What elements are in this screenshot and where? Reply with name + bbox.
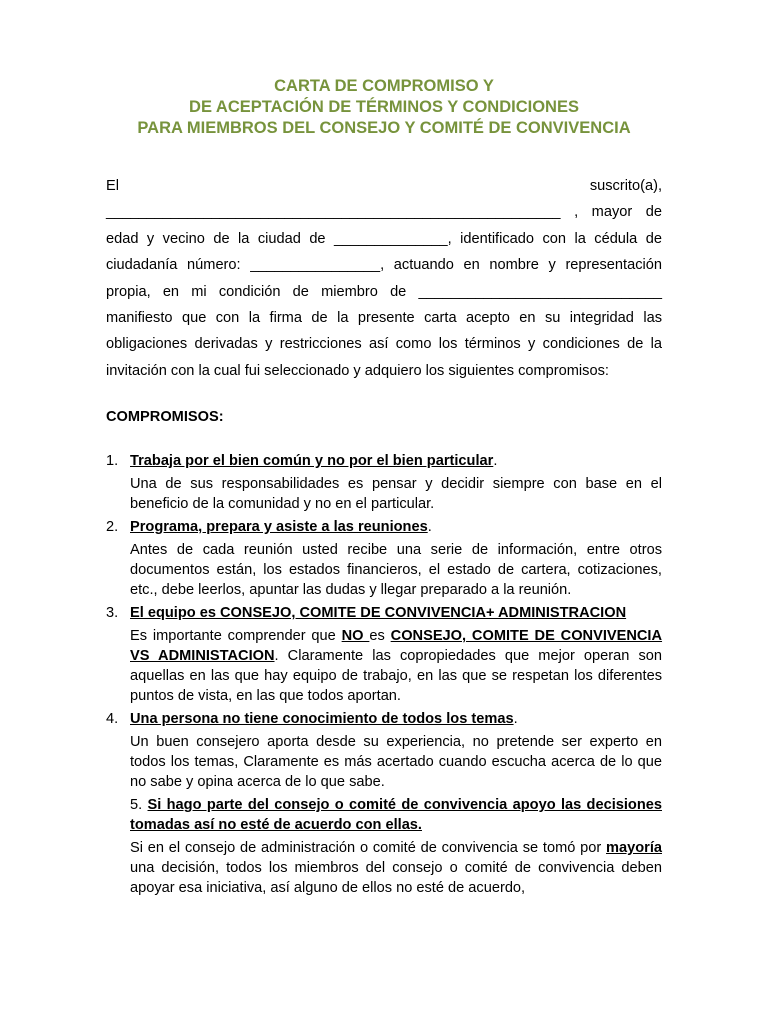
item-title: El equipo es CONSEJO, COMITE DE CONVIVENCIA+ ADMINISTRACION	[130, 605, 627, 621]
item-period: .	[513, 711, 518, 727]
item-body-es: es	[369, 628, 391, 644]
list-item	[106, 709, 662, 792]
intro-first-line	[106, 173, 662, 199]
item-title: Si hago parte del consejo o comité de convivencia apoyo las decisiones tomadas así no esté de acuerdo con ellas.	[130, 797, 662, 833]
compromisos-list	[106, 451, 662, 898]
item-body-rest: una decisión, todos los miembros del consejo o comité de convivencia deben apoyar esa iniciativa, así alguno de ellos no esté de acuerdo,	[130, 860, 662, 896]
name-blank: ________________________________________________________	[106, 204, 561, 221]
intro-word-suscrito: suscrito(a),	[589, 178, 662, 194]
intro-paragraph	[106, 173, 662, 384]
compromisos-heading: COMPROMISOS:	[106, 409, 224, 425]
intro-text-city: edad y vecino de la ciudad de	[106, 230, 335, 247]
title-line-1: CARTA DE COMPROMISO Y	[274, 77, 494, 95]
member-of-blank: ______________________________	[418, 283, 662, 300]
title-line-2: DE ACEPTACIÓN DE TÉRMINOS Y CONDICIONES	[189, 98, 579, 116]
intro-text-member: , actuando en nombre y representación propia, en mi condición de miembro de	[106, 257, 662, 300]
item-number: 1.	[106, 453, 119, 469]
item-body-no: NO	[341, 628, 370, 644]
item-period: .	[493, 453, 498, 469]
list-item	[106, 603, 662, 706]
intro-text	[106, 199, 662, 384]
list-item	[106, 451, 662, 514]
city-blank: ______________	[334, 230, 448, 247]
intro-mayor: , mayor de	[560, 204, 662, 221]
item-period: .	[427, 519, 432, 535]
item-number: 3.	[106, 605, 119, 621]
item-body-text: Es importante comprender que	[130, 628, 342, 644]
id-number-blank: ________________	[250, 257, 381, 274]
list-item	[106, 517, 662, 600]
item-body: Antes de cada reunión usted recibe una serie de información, entre otros documentos están, los estados financieros, el estado de cartera, cotizaciones, etc., debe leerlos, apuntar las dudas y llegar preparado a la reunión.	[130, 542, 662, 598]
item-body-text: Si en el consejo de administración o comité de convivencia se tomó por	[130, 840, 607, 856]
intro-text-id: , identificado con la cédula de ciudadanía número:	[106, 230, 662, 274]
document-title	[0, 76, 768, 139]
item-body	[106, 626, 662, 706]
item-body: Una de sus responsabilidades es pensar y decidir siempre con base en el beneficio de la comunidad y no en el particular.	[130, 476, 662, 512]
item-number: 5.	[130, 797, 143, 813]
item-title: Trabaja por el bien común y no por el bien particular	[130, 453, 494, 469]
item-title: Programa, prepara y asiste a las reuniones	[130, 519, 428, 535]
item-body: Un buen consejero aporta desde su experiencia, no pretende ser experto en todos los temas, Claramente es más acertado cuando escucha acerca de lo que no sabe y opina acerca de lo que sabe.	[130, 734, 662, 790]
item-body-rest: . Claramente las copropiedades que mejor operan son aquellas en las que hay equipo de trabajo, en las que se respetan los diferentes puntos de vista, en las que todos aportan.	[130, 648, 662, 704]
item-body	[106, 838, 662, 898]
intro-word-el: El	[106, 178, 119, 194]
intro-text-manifest: manifiesto que con la firma de la presente carta acepto en su integridad las obligaciones derivadas y restricciones así como los términos y condiciones de la invitación con la cual fui seleccionado y adquiero los siguientes compromisos:	[106, 310, 662, 379]
item-body-emphasis: CONSEJO, COMITE DE CONVIVENCIA VS ADMINISTACION	[130, 628, 663, 664]
item-title: Una persona no tiene conocimiento de todos los temas	[130, 711, 514, 727]
title-line-3: PARA MIEMBROS DEL CONSEJO Y COMITÉ DE CONVIVENCIA	[137, 119, 631, 137]
item-number: 2.	[106, 519, 119, 535]
item-body-mayoria: mayoría	[606, 840, 662, 856]
list-item	[106, 795, 662, 898]
item-number: 4.	[106, 711, 119, 727]
